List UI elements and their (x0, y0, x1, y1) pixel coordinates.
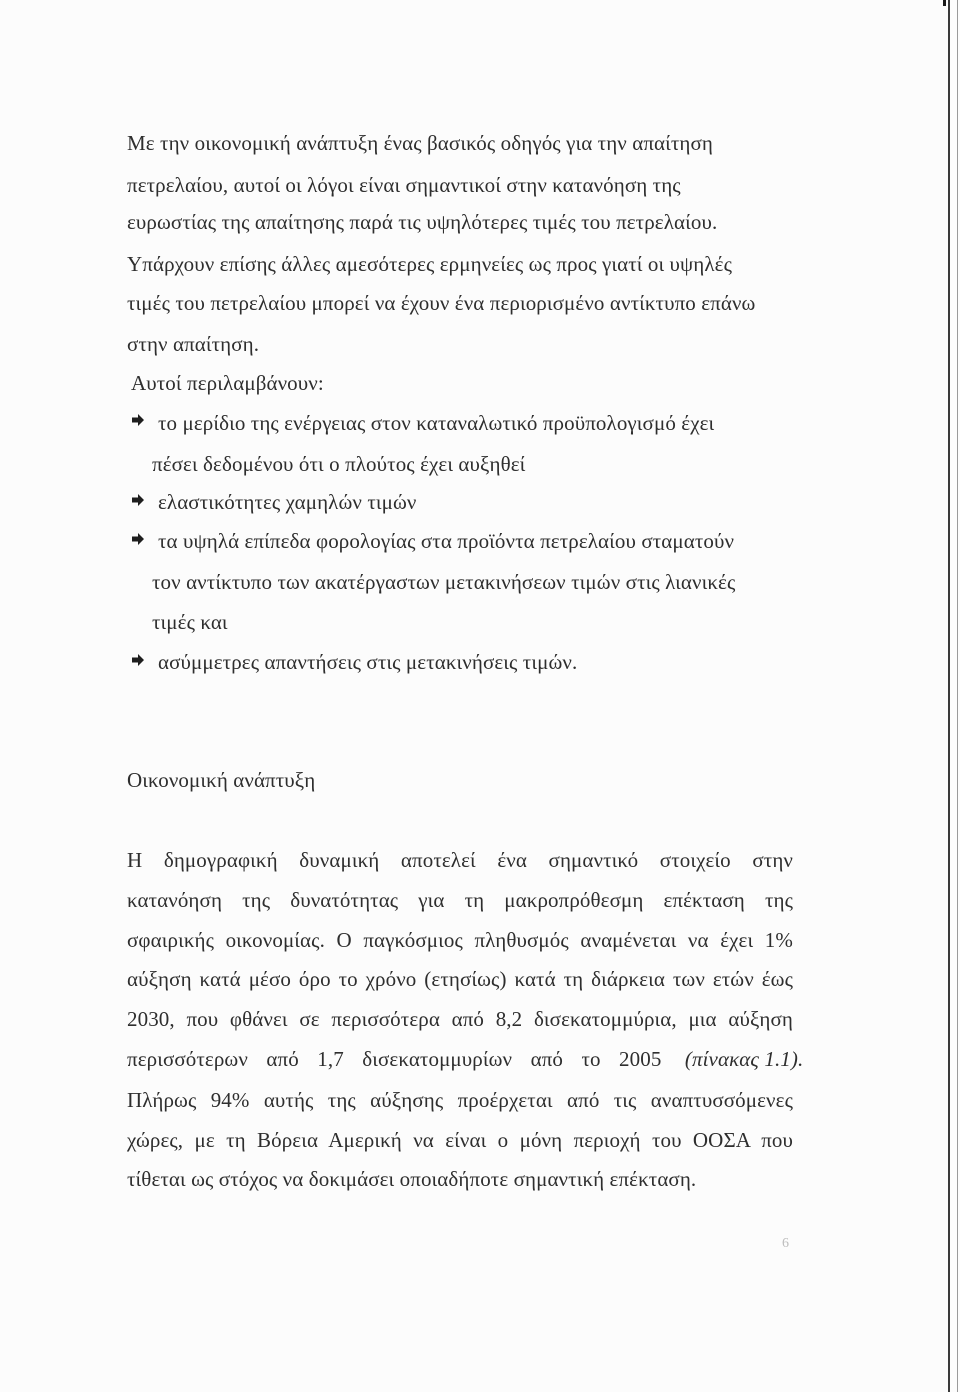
paragraph-1-line-1: Με την οικονομική ανάπτυξη ένας βασικός οδηγός για την απαίτηση (127, 131, 714, 155)
bullet-1-line-1: το μερίδιο της ενέργειας στον καταναλωτικό προϋπολογισμό έχει (158, 411, 715, 435)
section-heading: Οικονομική ανάπτυξη (127, 768, 316, 792)
paragraph-3-line-5-text: 2030, που φθάνει σε περισσότερα από 8,2 δισεκατομμύρια, μια αύξηση (127, 1007, 793, 1031)
table-reference: (πίνακας 1.1). (684, 1047, 804, 1071)
page-edge-line (948, 0, 950, 1392)
paragraph-3-line-1-text: Η δημογραφική δυναμική αποτελεί ένα σημαντικό στοιχείο στην (127, 848, 793, 872)
paragraph-3-line-4-text: αύξηση κατά μέσο όρο το χρόνο (ετησίως) κατά τη διάρκεια των ετών έως (127, 967, 793, 991)
list-intro: Αυτοί περιλαμβάνουν: (131, 371, 324, 395)
bullet-3-line-2: τον αντίκτυπο των ακατέργαστων μετακινήσεων τιμών στις λιανικές (152, 570, 736, 594)
paragraph-3-line-5 (127, 1006, 793, 1032)
paragraph-2-line-3: στην απαίτηση. (127, 332, 260, 356)
page-edge-line-outer (957, 0, 958, 1392)
page-number: 6 (782, 1236, 789, 1251)
paragraph-3-line-7-text: Πλήρως 94% αυτής της αύξησης προέρχεται από τις αναπτυσσόμενες (127, 1088, 793, 1112)
paragraph-3-line-2 (127, 887, 793, 913)
paragraph-1-line-2: πετρελαίου, αυτοί οι λόγοι είναι σημαντικοί στην κατανόηση της (127, 173, 681, 197)
paragraph-3-line-7 (127, 1087, 793, 1113)
bullet-2-line-1: ελαστικότητες χαμηλών τιμών (158, 490, 417, 514)
paragraph-3-line-8 (127, 1127, 793, 1153)
paragraph-3-line-3-text: σφαιρικής οικονομίας. Ο παγκόσμιος πληθυσμός αναμένεται να έχει 1% (127, 928, 793, 952)
paragraph-2-line-1: Υπάρχουν επίσης άλλες αμεσότερες ερμηνείες ως προς γιατί οι υψηλές (127, 252, 732, 276)
paragraph-3-line-3 (127, 927, 793, 953)
paragraph-3-line-6 (127, 1046, 804, 1072)
paragraph-3-line-8-text: χώρες, με τη Βόρεια Αμερική να είναι ο μόνη περιοχή του ΟΟΣΑ που (127, 1128, 793, 1152)
paragraph-3-line-9: τίθεται ως στόχος να δοκιμάσει οποιαδήποτε σημαντική επέκταση. (127, 1167, 697, 1191)
paragraph-3-line-2-text: κατανόηση της δυνατότητας για τη μακροπρόθεσμη επέκταση της (127, 888, 793, 912)
bullet-3-line-3: τιμές και (152, 610, 228, 634)
paragraph-1-line-3: ευρωστίας της απαίτησης παρά τις υψηλότερες τιμές του πετρελαίου. (127, 210, 718, 234)
bullet-4-line-1: ασύμμετρες απαντήσεις στις μετακινήσεις τιμών. (158, 650, 578, 674)
bullet-1-line-2: πέσει δεδομένου ότι ο πλούτος έχει αυξηθεί (152, 452, 526, 476)
paragraph-2-line-2: τιμές του πετρελαίου μπορεί να έχουν ένα περιορισμένο αντίκτυπο επάνω (127, 291, 756, 315)
bullet-3-line-1: τα υψηλά επίπεδα φορολογίας στα προϊόντα πετρελαίου σταματούν (158, 529, 735, 553)
paragraph-3-line-4 (127, 966, 793, 992)
scan-mark (943, 0, 946, 6)
paragraph-3-line-1 (127, 847, 793, 873)
paragraph-3-line-6-text: περισσότερων από 1,7 δισεκατομμυρίων από το 2005 (127, 1047, 662, 1071)
